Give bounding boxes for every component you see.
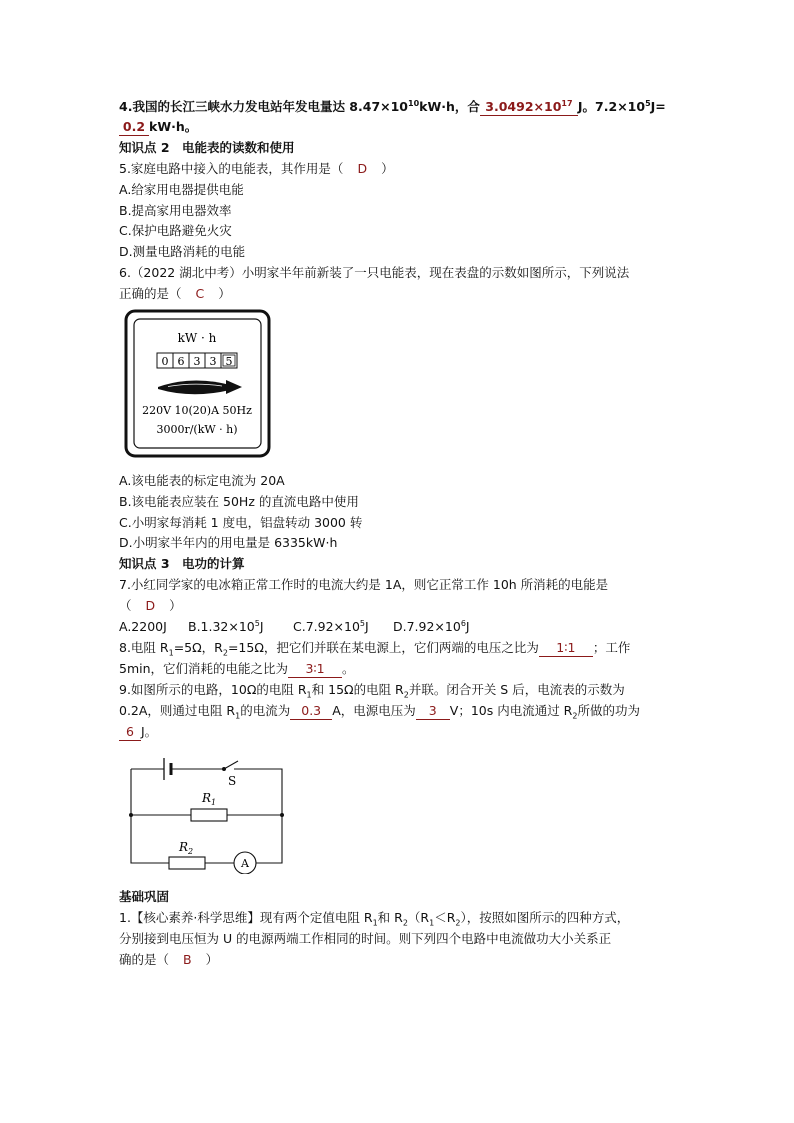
q7-options (119, 619, 470, 635)
q7-option-a: A.2200J (119, 619, 167, 634)
b1-answer: B (183, 952, 192, 967)
q4-answer-1: $3.0492\times 10^{17}$ (480, 99, 578, 116)
meter-digit: 0 (161, 355, 169, 368)
q7-stem-line1: 7.小红同学家的电冰箱正常工作时的电流大约是 1A，则它正常工作 10h 所消耗的电能是 (119, 577, 609, 592)
q7-option-d: $D.7.92\times 10^6J$ (393, 618, 470, 634)
resistor-r1-symbol (191, 809, 227, 821)
q6-option-d: D.小明家半年内的用电量是 6335kW·h (119, 535, 338, 550)
meter-unit-label: kW · h (177, 331, 217, 345)
meter-digit: 3 (193, 355, 201, 368)
q7-option-b: $B.1.32\times 10^5J$ (188, 618, 264, 634)
meter-digit: 3 (209, 355, 217, 368)
r2-label: $R_2$ (179, 840, 194, 856)
q6-answer: C (195, 286, 205, 301)
q5-option-c: C.保护电路避免火灾 (119, 223, 232, 238)
b1-line2: 分别接到电压恒为 U 的电源两端工作相同的时间。则下列四个电路中电流做功大小关系正 (119, 931, 612, 946)
q6-option-b: B.该电能表应装在 50Hz 的直流电路中使用 (119, 494, 359, 509)
switch-label: S (228, 774, 237, 788)
electric-meter-figure (124, 309, 271, 458)
knowledge-point-3-heading: 知识点 3 电功的计算 (119, 556, 245, 571)
q6-option-c: C.小明家每消耗 1 度电，铝盘转动 3000 转 (119, 515, 363, 530)
meter-digit: 5 (225, 355, 233, 368)
q4-line2: 0.2 kW·h。 (119, 119, 197, 136)
q7-answer: D (145, 598, 156, 613)
q8-line2: 5min，它们消耗的电能之比为 3∶1 。 (119, 661, 355, 676)
meter-constant-text: 3000r/(kW · h) (156, 423, 238, 436)
knowledge-point-2-heading: 知识点 2 电能表的读数和使用 (119, 140, 295, 155)
q5-answer: D (357, 161, 368, 176)
meter-rating-text: 220V 10(20)A 50Hz (142, 404, 252, 417)
q9-line1: 9.如图所示的电路，10Ω的电阻 $R_1$和 15Ω的电阻 $R_2$并联。闭合开关 S 后，电流表的示数为 (119, 682, 625, 700)
q5-option-a: A.给家用电器提供电能 (119, 182, 244, 197)
q8-line1: 8.电阻 $R_1=5\Omega$，$R_2=15\Omega$，把它们并联在某电源上，它们两端的电压之比为 1∶1 ；工作 (119, 640, 631, 658)
q9-answer-3: 6 (119, 724, 141, 741)
q5-option-d: D.测量电路消耗的电能 (119, 244, 246, 259)
q9-line3: 6 J。 (119, 724, 157, 741)
q9-answer-1: 0.3 (290, 703, 332, 720)
q6-option-a: A.该电能表的标定电流为 20A (119, 473, 285, 488)
junction-dot (129, 813, 133, 817)
circuit-outer-wire (131, 769, 282, 863)
q6-stem-line1: 6.（2022 湖北中考）小明家半年前新装了一只电能表，现在表盘的示数如图所示，下列说法 (119, 265, 630, 280)
meter-digit: 6 (177, 355, 185, 368)
q7-stem-line2: （ D ） (119, 598, 182, 613)
section-heading: 基础巩固 (119, 889, 170, 904)
resistor-r2-symbol (169, 857, 205, 869)
q8-answer-1: 1∶1 (539, 640, 593, 657)
b1-line3: 确的是（ B ） (119, 952, 219, 967)
q5-option-b: B.提高家用电器效率 (119, 203, 232, 218)
q9-line2: 0.2A，则通过电阻 $R_1$的电流为 0.3 A，电源电压为 3 V；10s 内电流通过 $R_2$所做的功为 (119, 703, 640, 721)
q5-stem: 5.家庭电路中接入的电能表，其作用是（ D ） (119, 161, 394, 176)
q7-option-c: $C.7.92\times 10^5J$ (293, 618, 369, 634)
parallel-circuit-figure (126, 752, 288, 874)
battery-icon (164, 758, 171, 780)
r1-label: $R_1$ (202, 791, 217, 807)
meter-digit-window (157, 353, 237, 368)
q4-line1: 4.我国的长江三峡水力发电站年发电量达 $8.47\times 10^{10}kW\cdot h$，合 $3.0492\times 10^{17}$ J。$7.2\times 10^5J=$ (119, 98, 666, 114)
b1-line1: 1.【核心素养·科学思维】现有两个定值电阻 $R_1$和 $R_2(R_1<R_2)$，按照如图所示的四种方式， (119, 910, 630, 928)
q6-stem-line2: 正确的是（ C ） (119, 286, 231, 301)
q8-answer-2: 3∶1 (288, 661, 342, 678)
junction-dot (280, 813, 284, 817)
q9-answer-2: 3 (416, 703, 450, 720)
ammeter-label: A (241, 857, 249, 870)
q4-answer-2: 0.2 (119, 119, 149, 136)
meter-rotation-arrow-icon (158, 380, 242, 394)
